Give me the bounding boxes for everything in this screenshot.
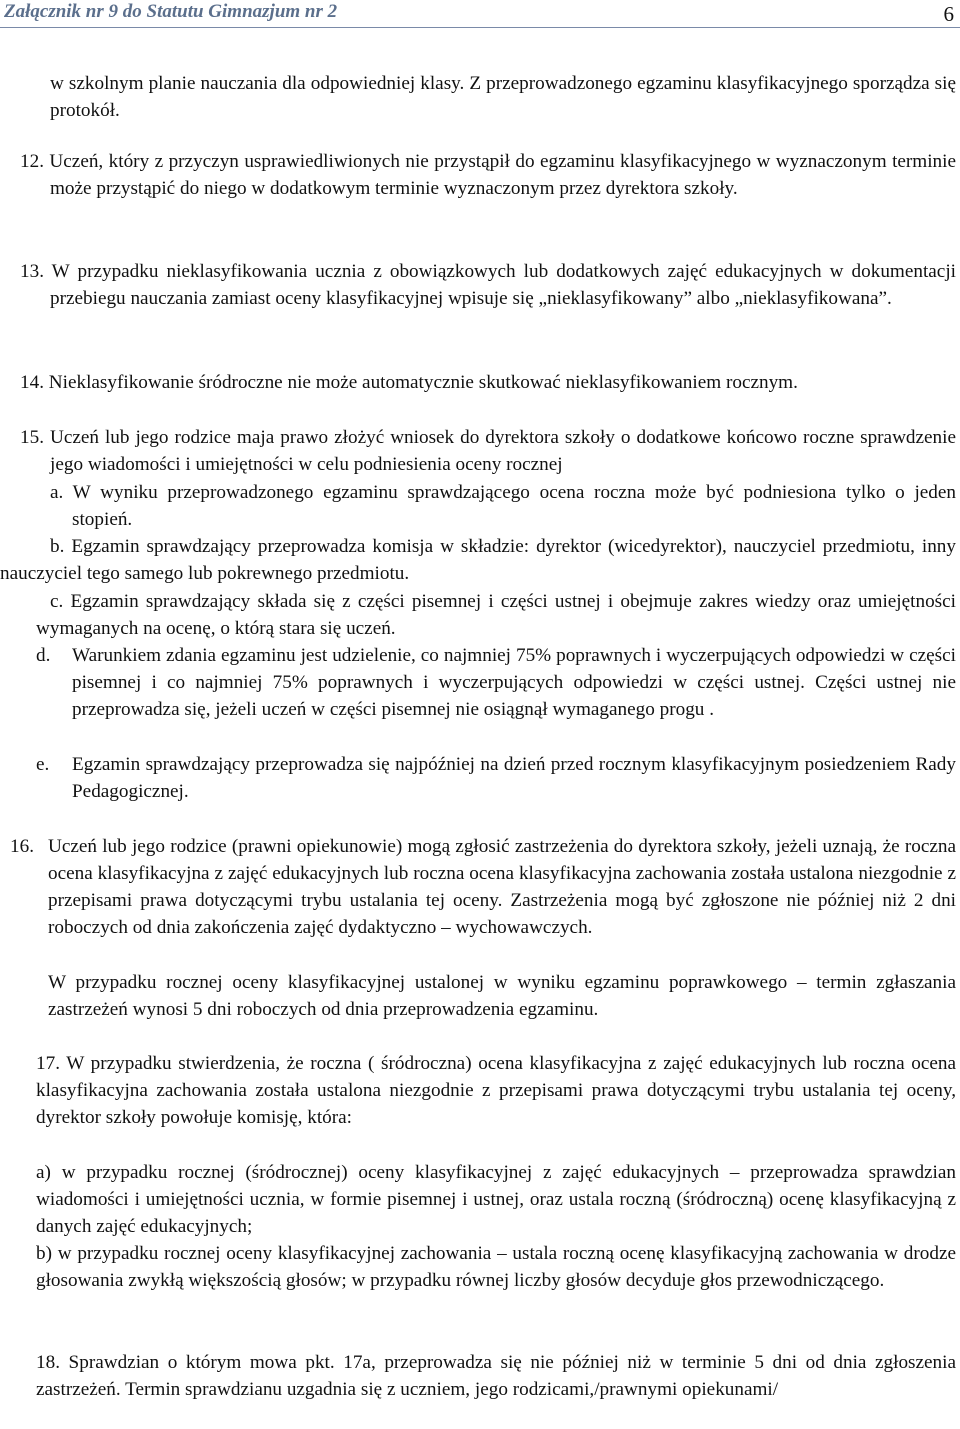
paragraph-14: 14. Nieklasyfikowanie śródroczne nie może automatycznie skutkować nieklasyfikowaniem rocznym. xyxy=(20,372,798,393)
paragraph-12: 12. Uczeń, który z przyczyn usprawiedliwionych nie przystąpił do egzaminu klasyfikacyjnego w wyznaczonym terminie może przystąpić do niego w dodatkowym terminie wyznaczonym przez dyrektora szkoły. xyxy=(20,151,956,199)
paragraph-15: 15. Uczeń lub jego rodzice maja prawo złożyć wniosek do dyrektora szkoły o dodatkowe końcowo roczne sprawdzenie jego wiadomości i umiejętności w celu podniesienia oceny rocznej xyxy=(20,427,956,475)
header-divider xyxy=(0,27,960,28)
paragraph-15a: a. W wyniku przeprowadzonego egzaminu sprawdzającego ocena roczna może być podniesiona tylko o jeden stopień. xyxy=(50,482,956,530)
paragraph-16-marker: 16. xyxy=(10,836,34,857)
paragraph-16: Uczeń lub jego rodzice (prawni opiekunowie) mogą zgłosić zastrzeżenia do dyrektora szkoły, jeżeli uznają, że roczna ocena klasyfikacyjna z zajęć edukacyjnych lub roczna ocena klasyfikacyjna zachowania została ustalona niezgodnie z przepisami prawa dotyczącymi trybu ustalania tej oceny. Zastrzeżenia mogą być zgłoszone nie później niż 2 dni roboczych od dnia zakończenia zajęć dydaktyczno – wychowawczych. xyxy=(48,836,956,938)
paragraph-15d-marker: d. xyxy=(36,645,51,666)
paragraph-15e-marker: e. xyxy=(36,754,50,775)
paragraph-11-continuation: w szkolnym planie nauczania dla odpowiedniej klasy. Z przeprowadzonego egzaminu klasyfikacyjnego sporządza się protokół. xyxy=(50,73,956,121)
paragraph-15e: Egzamin sprawdzający przeprowadza się najpóźniej na dzień przed rocznym klasyfikacyjnym posiedzeniem Rady Pedagogicznej. xyxy=(72,754,956,802)
paragraph-15c: c. Egzamin sprawdzający składa się z części pisemnej i części ustnej i obejmuje zakres wiedzy oraz umiejętności wymaganych na ocenę, o którą stara się uczeń. xyxy=(36,591,956,639)
paragraph-16-continuation: W przypadku rocznej oceny klasyfikacyjnej ustalonej w wyniku egzaminu poprawkowego – termin zgłaszania zastrzeżeń wynosi 5 dni roboczych od dnia przeprowadzenia egzaminu. xyxy=(48,972,956,1020)
paragraph-17b: b) w przypadku rocznej oceny klasyfikacyjnej zachowania – ustala roczną ocenę klasyfikacyjną zachowania w drodze głosowania zwykłą większością głosów; w przypadku równej liczby głosów decyduje głos przewodniczącego. xyxy=(36,1243,956,1291)
page-number: 6 xyxy=(943,2,954,26)
page-header-title: Załącznik nr 9 do Statutu Gimnazjum nr 2 xyxy=(4,1,338,22)
paragraph-18: 18. Sprawdzian o którym mowa pkt. 17a, przeprowadza się nie później niż w terminie 5 dni od dnia zgłoszenia zastrzeżeń. Termin sprawdzianu uzgadnia się z uczniem, jego rodzicami,/prawnymi opiekunami/ xyxy=(36,1352,956,1400)
paragraph-17: 17. W przypadku stwierdzenia, że roczna ( śródroczna) ocena klasyfikacyjna z zajęć edukacyjnych lub roczna ocena klasyfikacyjna zachowania została ustalona niezgodnie z przepisami prawa dotyczącymi trybu ustalania tej oceny, dyrektor szkoły powołuje komisję, która: xyxy=(36,1053,956,1128)
paragraph-13: 13. W przypadku nieklasyfikowania ucznia z obowiązkowych lub dodatkowych zajęć edukacyjnych w dokumentacji przebiegu nauczania zamiast oceny klasyfikacyjnej wpisuje się „nieklasyfikowany” albo „nieklasyfikowana”. xyxy=(20,261,956,309)
paragraph-17a: a) w przypadku rocznej (śródrocznej) oceny klasyfikacyjnej z zajęć edukacyjnych – przeprowadza sprawdzian wiadomości i umiejętności ucznia, w formie pisemnej i ustnej, oraz ustala roczną (śródroczną) ocenę klasyfikacyjną z danych zajęć edukacyjnych; xyxy=(36,1162,956,1237)
paragraph-15d: Warunkiem zdania egzaminu jest udzielenie, co najmniej 75% poprawnych i wyczerpujących odpowiedzi w części pisemnej i co najmniej 75% poprawnych i wyczerpujących odpowiedzi w części ustnej. Części ustnej nie przeprowadza się, jeżeli uczeń w części pisemnej nie osiągnął wymaganego progu . xyxy=(72,645,956,720)
paragraph-15b: b. Egzamin sprawdzający przeprowadza komisja w składzie: dyrektor (wicedyrektor), nauczyciel przedmiotu, inny nauczyciel tego samego lub pokrewnego przedmiotu. xyxy=(0,536,956,584)
